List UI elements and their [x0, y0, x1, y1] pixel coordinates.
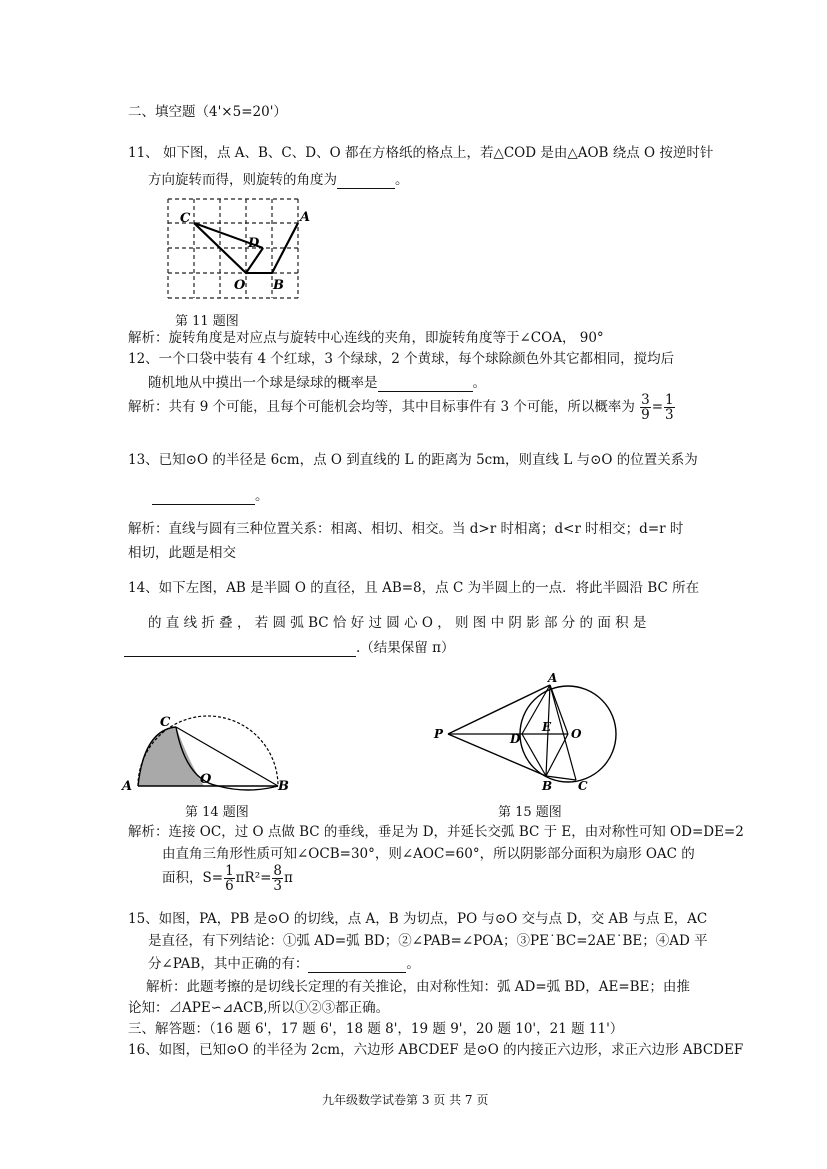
q11-caption: 第 11 题图 [175, 314, 239, 329]
q15-label-C: C [578, 779, 588, 793]
q15-line-3: 分∠PAB，其中正确的有： 。 [148, 956, 420, 972]
q14-figure [118, 710, 298, 800]
q14-label-O: O [200, 772, 212, 787]
q11-line-2: 方向旋转而得，则旋转的角度为 。 [148, 172, 409, 188]
q14-label-C: C [160, 715, 171, 730]
q12-line-2: 随机地从中摸出一个球是绿球的概率是 。 [148, 375, 486, 391]
q14-caption: 第 14 题图 [185, 805, 249, 820]
q11-label-C: C [180, 211, 191, 226]
q11-label-D: D [248, 236, 260, 251]
q11-label-O: O [234, 278, 246, 293]
page-footer: 九年级数学试卷第 3 页 共 7 页 [322, 1093, 489, 1107]
q11-blank [337, 172, 395, 189]
q13-blank [152, 488, 255, 505]
q14-line-2: 的 直 线 折 叠 ， 若 圆 弧 BC 恰 好 过 圆 心 O ， 则 图 中 阴 影 部 分 的 面 积 是 [148, 615, 647, 631]
q14-analysis-2: 由直角三角形性质可知∠OCB=30°，则∠AOC=60°，所以阴影部分面积为扇形 OAC 的 [162, 846, 695, 862]
q14-analysis-3: 面积，S= $\frac{1}{6}$ πR²= $\frac{8}{3}$ π [162, 863, 293, 895]
section-2-header: 二、填空题（4'×5=20'） [128, 104, 287, 120]
q15-blank [308, 956, 406, 973]
q15-analysis-1: 解析：此题考擦的是切线长定理的有关推论，由对称性知：弧 AD=弧 BD，AE=BE；由推 [146, 979, 690, 995]
q15-figure [428, 670, 638, 795]
q15-label-E: E [542, 720, 552, 734]
q15-label-B: B [542, 779, 553, 793]
q14-label-B: B [278, 779, 289, 794]
q15-analysis-2: 论知：⊿APE∽⊿ACB,所以①②③都正确。 [128, 1000, 390, 1016]
q11-analysis: 解析：旋转角度是对应点与旋转中心连线的夹角，即旋转角度等于∠COA， 90° [128, 330, 604, 346]
q16-line-1: 16、如图，已知⊙O 的半径为 2cm，六边形 ABCDEF 是⊙O 的内接正六边形，求正六边形 ABCDEF [128, 1042, 744, 1058]
q14-analysis-1: 解析：连接 OC，过 O 点做 BC 的垂线，垂足为 D，并延长交弧 BC 于 E，由对称性可知 OD=DE=2 [128, 824, 744, 840]
q13-line-2: 。 [152, 488, 269, 505]
q12-blank [378, 375, 473, 392]
q14-line-3: .（结果保留 π） [124, 640, 454, 657]
q12-analysis: 解析：共有 9 个可能，且每个可能机会均等，其中目标事件有 3 个可能，所以概率为 $\frac{3}{9}$ = $\frac{1}{3}$ [128, 392, 674, 424]
q11-label-B: B [273, 278, 284, 293]
q14-label-A: A [122, 779, 133, 794]
q15-label-A: A [548, 671, 558, 685]
section-3-header: 三、解答题：（16 题 6'，17 题 6'，18 题 8'，19 题 9'，20 题 10'，21 题 11'） [128, 1021, 624, 1037]
q15-label-D: D [510, 732, 521, 746]
q13-analysis-1: 解析：直线与圆有三种位置关系：相离、相切、相交。当 d>r 时相离；d<r 时相交；d=r 时 [128, 521, 684, 537]
q11-line-1: 11、 如下图，点 A、B、C、D、O 都在方格纸的格点上，若△COD 是由△AOB 绕点 O 按逆时针 [128, 145, 714, 161]
q15-line-2: 是直径，有下列结论：①弧 AD=弧 BD；②∠PAB=∠POA；③PE˙BC=2AE˙BE；④AD 平 [148, 933, 708, 949]
q11-grid-figure [160, 196, 310, 308]
q13-line-1: 13、已知⊙O 的半径是 6cm，点 O 到直线的 L 的距离为 5cm，则直线 L 与⊙O 的位置关系为 [128, 452, 698, 468]
q15-caption: 第 15 题图 [498, 805, 562, 820]
q15-line-1: 15、如图，PA，PB 是⊙O 的切线，点 A，B 为切点，PO 与⊙O 交与点 D，交 AB 与点 E，AC [128, 911, 708, 927]
q15-label-P: P [434, 727, 444, 741]
q13-analysis-2: 相切，此题是相交 [128, 545, 236, 561]
q14-blank [124, 640, 356, 657]
q12-line-1: 12、一个口袋中装有 4 个红球，3 个绿球，2 个黄球，每个球除颜色外其它都相同，搅均后 [128, 351, 675, 367]
q11-label-A: A [300, 210, 310, 225]
q14-line-1: 14、如下左图，AB 是半圆 O 的直径，且 AB=8，点 C 为半圆上的一点．将此半圆沿 BC 所在 [128, 580, 700, 596]
q15-label-O: O [571, 727, 582, 741]
